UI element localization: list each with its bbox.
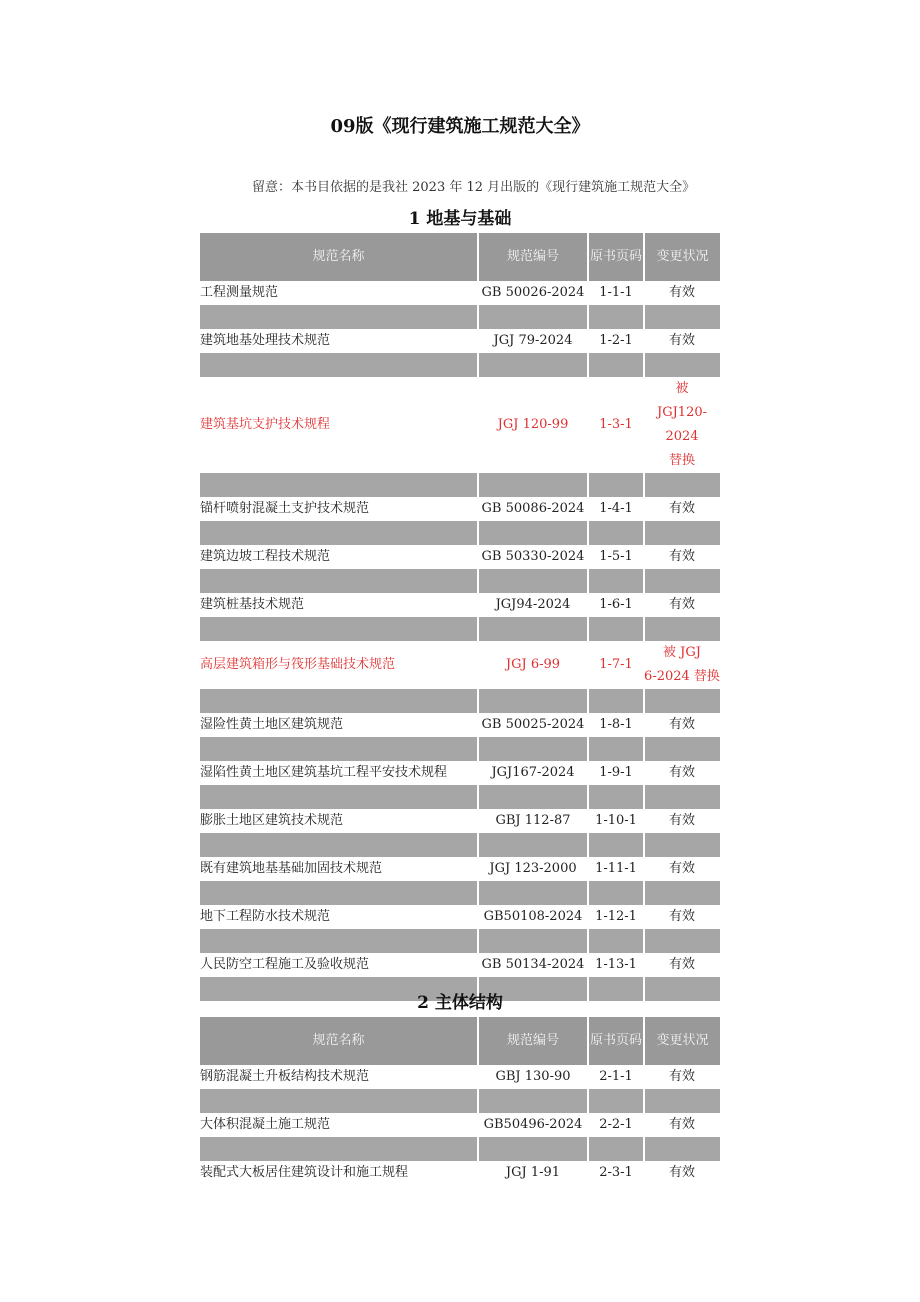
table-row	[200, 593, 720, 617]
divider-cell	[644, 473, 720, 497]
divider-cell	[478, 833, 588, 857]
divider-cell	[478, 1089, 588, 1113]
cell-original-page: 1-6-1	[599, 597, 633, 612]
cell-change-status: 有效	[668, 909, 695, 924]
cell-change-status: 有效	[668, 597, 695, 612]
divider-cell	[644, 833, 720, 857]
status-line: JGJ120-2024	[656, 405, 707, 444]
divider-cell	[588, 1137, 644, 1161]
section-title-foundation: 1 地基与基础	[408, 209, 512, 229]
table-row	[200, 329, 720, 353]
cell-original-page: 2-2-1	[599, 1117, 633, 1132]
divider-cell	[644, 1137, 720, 1161]
source-note: 留意：本书目依据的是我社 2023 年 12 月出版的《现行建筑施工规范大全》	[252, 180, 696, 195]
column-header-page: 原书页码	[588, 233, 644, 281]
table-row	[200, 953, 720, 977]
spec-table-foundation	[200, 233, 720, 1001]
divider-cell	[644, 521, 720, 545]
table-row	[200, 809, 720, 833]
cell-original-page: 2-3-1	[599, 1165, 633, 1180]
cell-change-status	[644, 641, 720, 689]
cell-original-page: 2-1-1	[599, 1069, 633, 1084]
cell-spec-code: GB 50025-2024	[481, 717, 585, 732]
divider-cell	[478, 353, 588, 377]
divider-cell	[588, 881, 644, 905]
cell-original-page: 1-1-1	[599, 285, 633, 300]
cell-spec-code: JGJ167-2024	[491, 765, 575, 780]
divider-cell	[478, 689, 588, 713]
table-row	[200, 1113, 720, 1137]
cell-spec-name: 地下工程防水技术规范	[200, 909, 331, 924]
cell-spec-code: JGJ 6-99	[505, 657, 561, 672]
cell-spec-name: 建筑边坡工程技术规范	[200, 549, 331, 564]
divider-cell	[478, 737, 588, 761]
cell-spec-name: 膨胀土地区建筑技术规范	[200, 813, 344, 828]
divider-cell	[478, 785, 588, 809]
divider-cell	[588, 737, 644, 761]
cell-change-status: 有效	[668, 957, 695, 972]
status-line: 替换	[668, 453, 695, 468]
cell-spec-name: 高层建筑箱形与筏形基础技术规范	[200, 657, 396, 672]
divider-cell	[200, 737, 478, 761]
divider-cell	[200, 305, 478, 329]
cell-original-page: 1-5-1	[599, 549, 633, 564]
cell-change-status: 有效	[668, 333, 695, 348]
cell-change-status: 有效	[668, 1165, 695, 1180]
cell-spec-code: GBJ 112-87	[495, 813, 571, 828]
divider-cell	[588, 305, 644, 329]
divider-cell	[200, 881, 478, 905]
cell-change-status: 有效	[668, 501, 695, 516]
cell-change-status: 有效	[668, 861, 695, 876]
cell-change-status: 有效	[668, 549, 695, 564]
divider-cell	[588, 929, 644, 953]
cell-original-page: 1-4-1	[599, 501, 633, 516]
divider-cell	[588, 521, 644, 545]
cell-spec-name: 建筑地基处理技术规范	[200, 333, 331, 348]
cell-change-status: 有效	[668, 765, 695, 780]
cell-spec-name: 建筑桩基技术规范	[200, 597, 305, 612]
divider-cell	[644, 929, 720, 953]
divider-cell	[644, 689, 720, 713]
divider-cell	[200, 617, 478, 641]
status-line: 6-2024 替换	[644, 669, 720, 684]
column-header-name: 规范名称	[200, 1017, 478, 1065]
divider-cell	[478, 305, 588, 329]
status-line: 被 JGJ	[663, 645, 701, 660]
cell-spec-name: 装配式大板居住建筑设计和施工规程	[200, 1165, 409, 1180]
column-header-code: 规范编号	[478, 233, 588, 281]
table-header-row	[200, 233, 720, 281]
cell-spec-code: GB 50330-2024	[481, 549, 585, 564]
divider-cell	[644, 785, 720, 809]
row-divider	[200, 785, 720, 809]
divider-cell	[588, 617, 644, 641]
row-divider	[200, 305, 720, 329]
cell-spec-code: GB 50026-2024	[481, 285, 585, 300]
cell-original-page: 1-11-1	[595, 861, 637, 876]
row-divider	[200, 881, 720, 905]
table-body	[200, 1017, 720, 1185]
divider-cell	[644, 881, 720, 905]
cell-change-status: 有效	[668, 285, 695, 300]
divider-cell	[200, 473, 478, 497]
column-header-page: 原书页码	[588, 1017, 644, 1065]
divider-cell	[200, 1089, 478, 1113]
divider-cell	[200, 785, 478, 809]
divider-cell	[644, 305, 720, 329]
cell-spec-code: JGJ 123-2000	[489, 861, 577, 876]
table-row	[200, 857, 720, 881]
divider-cell	[478, 617, 588, 641]
divider-cell	[200, 569, 478, 593]
table-header-row	[200, 1017, 720, 1065]
cell-original-page: 1-8-1	[599, 717, 633, 732]
table-row	[200, 377, 720, 473]
cell-spec-code: GB 50086-2024	[481, 501, 585, 516]
row-divider	[200, 689, 720, 713]
table-row	[200, 497, 720, 521]
row-divider	[200, 521, 720, 545]
divider-cell	[588, 1089, 644, 1113]
divider-cell	[588, 785, 644, 809]
cell-spec-code: JGJ 1-91	[505, 1165, 561, 1180]
cell-original-page: 1-13-1	[595, 957, 637, 972]
cell-spec-code: GB 50134-2024	[481, 957, 585, 972]
divider-cell	[200, 1137, 478, 1161]
cell-spec-name: 湿陷性黄土地区建筑基坑工程平安技术规程	[200, 765, 448, 780]
divider-cell	[588, 353, 644, 377]
divider-cell	[478, 881, 588, 905]
divider-cell	[644, 569, 720, 593]
cell-spec-name: 湿险性黄土地区建筑规范	[200, 717, 344, 732]
row-divider	[200, 833, 720, 857]
row-divider	[200, 617, 720, 641]
table-row	[200, 545, 720, 569]
table-row	[200, 641, 720, 689]
cell-spec-name: 钢筋混凝土升板结构技术规范	[200, 1069, 370, 1084]
cell-spec-name: 工程测量规范	[200, 285, 279, 300]
row-divider	[200, 737, 720, 761]
divider-cell	[200, 929, 478, 953]
cell-change-status	[644, 377, 720, 473]
table-row	[200, 1065, 720, 1089]
cell-change-status: 有效	[668, 1117, 695, 1132]
section-title-main-structure: 2 主体结构	[417, 993, 503, 1013]
cell-original-page: 1-3-1	[599, 417, 633, 432]
cell-spec-code: JGJ 120-99	[497, 417, 569, 432]
divider-cell	[588, 569, 644, 593]
cell-spec-code: JGJ94-2024	[495, 597, 571, 612]
cell-original-page: 1-2-1	[599, 333, 633, 348]
row-divider	[200, 929, 720, 953]
cell-spec-name: 既有建筑地基基础加固技术规范	[200, 861, 383, 876]
column-header-status: 变更状况	[644, 1017, 720, 1065]
cell-change-status: 有效	[668, 717, 695, 732]
cell-original-page: 1-9-1	[599, 765, 633, 780]
table-row	[200, 1161, 720, 1185]
cell-change-status: 有效	[668, 813, 695, 828]
row-divider	[200, 353, 720, 377]
divider-cell	[200, 521, 478, 545]
divider-cell	[478, 929, 588, 953]
divider-cell	[644, 737, 720, 761]
table-row	[200, 905, 720, 929]
divider-cell	[478, 569, 588, 593]
cell-original-page: 1-10-1	[595, 813, 637, 828]
divider-cell	[644, 1089, 720, 1113]
divider-cell	[478, 1137, 588, 1161]
table-row	[200, 761, 720, 785]
cell-spec-name: 建筑基坑支护技术规程	[200, 417, 331, 432]
row-divider	[200, 473, 720, 497]
column-header-code: 规范编号	[478, 1017, 588, 1065]
cell-spec-name: 大体积混凝土施工规范	[200, 1117, 331, 1132]
page-title: 09版《现行建筑施工规范大全》	[330, 116, 590, 137]
table-row	[200, 713, 720, 737]
divider-cell	[478, 473, 588, 497]
divider-cell	[200, 353, 478, 377]
row-divider	[200, 569, 720, 593]
divider-cell	[644, 353, 720, 377]
column-header-status: 变更状况	[644, 233, 720, 281]
table-row	[200, 281, 720, 305]
divider-cell	[644, 617, 720, 641]
divider-cell	[588, 689, 644, 713]
divider-cell	[478, 521, 588, 545]
divider-cell	[588, 833, 644, 857]
cell-original-page: 1-12-1	[595, 909, 637, 924]
cell-spec-code: JGJ 79-2024	[493, 333, 573, 348]
divider-cell	[200, 689, 478, 713]
cell-original-page: 1-7-1	[599, 657, 633, 672]
cell-spec-code: GB50496-2024	[483, 1117, 583, 1132]
cell-spec-code: GBJ 130-90	[495, 1069, 571, 1084]
spec-table-main-structure	[200, 1017, 720, 1185]
table-body	[200, 233, 720, 1001]
status-line: 被	[675, 381, 689, 396]
cell-change-status: 有效	[668, 1069, 695, 1084]
divider-cell	[588, 473, 644, 497]
row-divider	[200, 1089, 720, 1113]
divider-cell	[200, 833, 478, 857]
cell-spec-name: 人民防空工程施工及验收规范	[200, 957, 370, 972]
column-header-name: 规范名称	[200, 233, 478, 281]
cell-spec-name: 锚杆喷射混凝土支护技术规范	[200, 501, 370, 516]
row-divider	[200, 1137, 720, 1161]
cell-spec-code: GB50108-2024	[483, 909, 583, 924]
